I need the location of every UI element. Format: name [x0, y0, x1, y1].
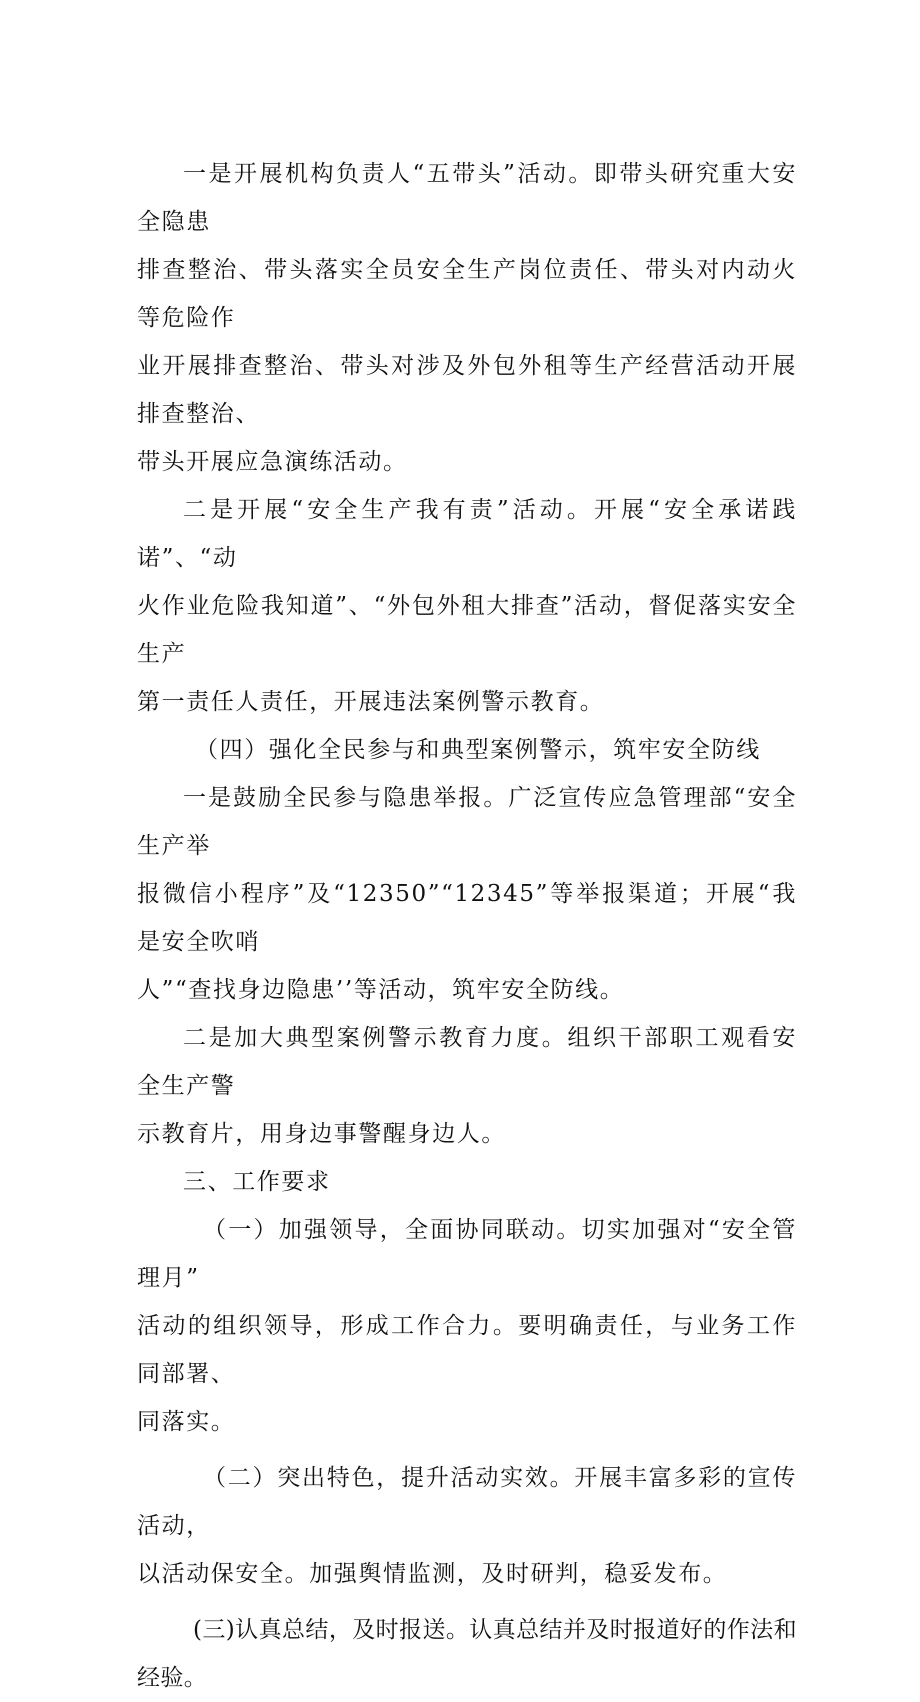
text-line: 火作业危险我知道”、“外包外租大排查”活动，督促落实安全生产: [137, 593, 797, 667]
text-line: 报微信小程序”及“12350”“12345”等举报渠道；开展“我是安全吹哨: [137, 881, 797, 955]
text-line: 业开展排查整治、带头对涉及外包外租等生产经营活动开展排查整治、: [137, 353, 797, 427]
text-line: (三)认真总结，及时报送。认真总结并及时报道好的作法和经验。: [137, 1617, 797, 1691]
text-line: 一是开展机构负责人“五带头”活动。即带头研究重大安全隐患: [137, 161, 797, 235]
heading-text: 三、工作要求: [183, 1169, 331, 1195]
section-heading-requirements: [137, 1158, 797, 1206]
text-line: 二是加大典型案例警示教育力度。组织干部职工观看安全生产警: [137, 1025, 797, 1099]
section-heading-four: [137, 726, 797, 774]
document-body: [137, 150, 797, 1702]
text-line: 排查整治、带头落实全员安全生产岗位责任、带头对内动火等危险作: [137, 257, 797, 331]
text-line: 一是鼓励全民参与隐患举报。广泛宣传应急管理部“安全生产举: [137, 785, 797, 859]
text-line: （二）突出特色，提升活动实效。开展丰富多彩的宣传活动，: [137, 1465, 797, 1539]
text-line: 第一责任人责任，开展违法案例警示教育。: [137, 689, 605, 715]
text-line: 示教育片，用身边事警醒身边人。: [137, 1121, 506, 1147]
text-line: 二是开展“安全生产我有责”活动。开展“安全承诺践诺”、“动: [137, 497, 797, 571]
text-line: 人”“查找身边隐患’’等活动，筑牢安全防线。: [137, 977, 625, 1003]
heading-text: （四）强化全民参与和典型案例警示，筑牢安全防线: [195, 737, 761, 763]
paragraph-leadership: [137, 1206, 797, 1446]
paragraph-features: [137, 1454, 797, 1598]
paragraph-five-leads: [137, 150, 797, 486]
text-line: 同落实。: [137, 1409, 236, 1435]
text-line: （一）加强领导，全面协同联动。切实加强对“安全管理月”: [137, 1217, 797, 1291]
paragraph-responsibility: [137, 486, 797, 726]
text-line: 以活动保安全。加强舆情监测，及时研判，稳妥发布。: [137, 1561, 728, 1587]
text-line: 活动的组织领导，形成工作合力。要明确责任，与业务工作同部署、: [137, 1313, 797, 1387]
text-line: 带头开展应急演练活动。: [137, 449, 408, 475]
paragraph-reporting: [137, 774, 797, 1014]
paragraph-warning-education: [137, 1014, 797, 1158]
paragraph-summary: [137, 1606, 797, 1702]
